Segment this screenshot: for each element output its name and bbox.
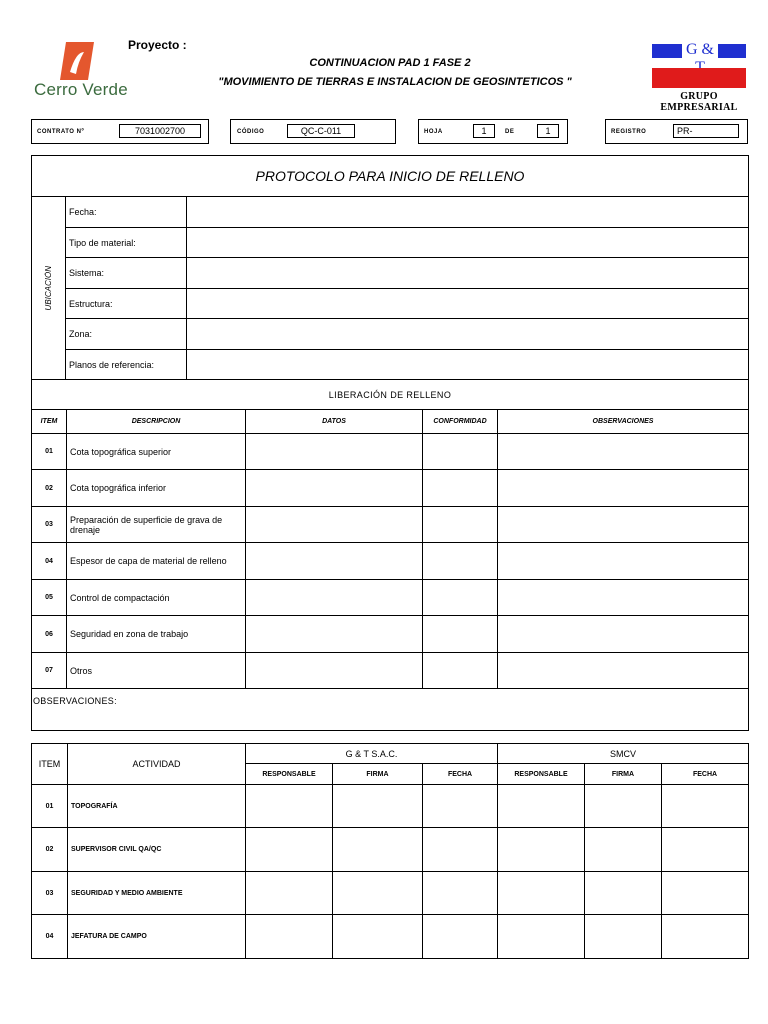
signoff-cell[interactable] xyxy=(585,872,662,915)
col-header-observaciones: OBSERVACIONES xyxy=(498,410,749,434)
table-row xyxy=(32,470,749,507)
col-header-descripcion: DESCRIPCION xyxy=(67,410,246,434)
registro-field[interactable]: PR- xyxy=(673,124,739,138)
observaciones-cell[interactable] xyxy=(498,616,749,653)
field-input-sistema[interactable] xyxy=(187,258,749,289)
signoff-cell[interactable] xyxy=(662,785,749,828)
row-item: 05 xyxy=(32,580,67,616)
table-row xyxy=(32,872,749,915)
row-item: 06 xyxy=(32,616,67,653)
ubicacion-side-cell xyxy=(32,197,66,380)
table-row xyxy=(32,543,749,580)
release-section-title: LIBERACIÓN DE RELLENO xyxy=(32,380,749,410)
table-row xyxy=(32,616,749,653)
row-description: Seguridad en zona de trabajo xyxy=(67,616,246,653)
datos-cell[interactable] xyxy=(246,580,423,616)
conformidad-cell[interactable] xyxy=(423,507,498,543)
subheader-firma: FIRMA xyxy=(333,764,423,785)
release-table xyxy=(31,409,749,731)
row-item: 02 xyxy=(32,470,67,507)
hoja-box xyxy=(418,119,568,144)
company-logo-text: G & xyxy=(686,41,714,58)
datos-cell[interactable] xyxy=(246,470,423,507)
field-label-tipo-material: Tipo de material: xyxy=(66,228,187,258)
signoff-row-activity: SUPERVISOR CIVIL QA/QC xyxy=(68,828,246,872)
conformidad-cell[interactable] xyxy=(423,653,498,689)
signoff-group-smcv: SMCV xyxy=(498,744,749,764)
row-item: 03 xyxy=(32,507,67,543)
col-header-item: ITEM xyxy=(32,410,67,434)
observations-label: OBSERVACIONES: xyxy=(33,696,117,706)
field-label-estructura: Estructura: xyxy=(66,289,187,319)
signoff-table xyxy=(31,743,749,959)
conformidad-cell[interactable] xyxy=(423,434,498,470)
signoff-header-item: ITEM xyxy=(32,744,68,785)
field-label-zona: Zona: xyxy=(66,319,187,350)
contrato-field[interactable]: 7031002700 xyxy=(119,124,201,138)
field-input-planos[interactable] xyxy=(187,350,749,380)
codigo-field[interactable]: QC-C-011 xyxy=(287,124,355,138)
table-row xyxy=(32,653,749,689)
signoff-cell[interactable] xyxy=(423,915,498,959)
field-input-zona[interactable] xyxy=(187,319,749,350)
logo-blue-bar-right xyxy=(718,44,746,58)
signoff-cell[interactable] xyxy=(423,872,498,915)
document-title-line2: "MOVIMIENTO DE TIERRAS E INSTALACION DE GEOSINTETICOS " xyxy=(218,76,572,88)
signoff-cell[interactable] xyxy=(662,872,749,915)
protocol-table xyxy=(31,155,749,410)
de-label: DE xyxy=(505,129,515,135)
signoff-cell[interactable] xyxy=(498,872,585,915)
subheader-fecha: FECHA xyxy=(662,764,749,785)
row-description: Cota topográfica inferior xyxy=(67,470,246,507)
logo-blue-bar-left xyxy=(652,44,682,58)
codigo-label: CÓDIGO xyxy=(237,129,265,135)
project-label: Proyecto : xyxy=(128,38,187,52)
col-header-conformidad: CONFORMIDAD xyxy=(423,410,498,434)
conformidad-cell[interactable] xyxy=(423,543,498,580)
table-row xyxy=(32,580,749,616)
hoja-label: HOJA xyxy=(424,129,443,135)
signoff-cell[interactable] xyxy=(423,828,498,872)
registro-box xyxy=(605,119,748,144)
datos-cell[interactable] xyxy=(246,507,423,543)
signoff-row-activity: JEFATURA DE CAMPO xyxy=(68,915,246,959)
col-header-datos: DATOS xyxy=(246,410,423,434)
signoff-cell[interactable] xyxy=(662,915,749,959)
hoja-field[interactable]: 1 xyxy=(473,124,495,138)
signoff-group-gt: G & T S.A.C. xyxy=(246,744,498,764)
table-row xyxy=(32,828,749,872)
datos-cell[interactable] xyxy=(246,616,423,653)
row-description: Espesor de capa de material de relleno xyxy=(67,543,246,580)
row-description: Preparación de superficie de grava de drenaje xyxy=(67,507,246,543)
datos-cell[interactable] xyxy=(246,653,423,689)
ubicacion-label: UBICACIÓN xyxy=(44,265,53,311)
registro-label: REGISTRO xyxy=(611,129,647,135)
row-description: Control de compactación xyxy=(67,580,246,616)
signoff-cell[interactable] xyxy=(246,872,333,915)
signoff-row-activity: TOPOGRAFÍA xyxy=(68,785,246,828)
datos-cell[interactable] xyxy=(246,434,423,470)
signoff-row-item: 04 xyxy=(32,915,68,959)
row-description: Otros xyxy=(67,653,246,689)
signoff-cell[interactable] xyxy=(246,828,333,872)
table-row xyxy=(32,915,749,959)
table-row xyxy=(32,434,749,470)
signoff-cell[interactable] xyxy=(498,915,585,959)
signoff-cell[interactable] xyxy=(333,915,423,959)
row-item: 04 xyxy=(32,543,67,580)
subheader-fecha: FECHA xyxy=(423,764,498,785)
signoff-row-activity: SEGURIDAD Y MEDIO AMBIENTE xyxy=(68,872,246,915)
contrato-label: CONTRATO Nº xyxy=(37,129,85,135)
signoff-row-item: 03 xyxy=(32,872,68,915)
table-row xyxy=(32,507,749,543)
signoff-cell[interactable] xyxy=(498,828,585,872)
company-logo xyxy=(652,42,746,90)
signoff-cell[interactable] xyxy=(585,915,662,959)
signoff-row-item: 01 xyxy=(32,785,68,828)
observations-area[interactable] xyxy=(32,689,749,731)
field-label-sistema: Sistema: xyxy=(66,258,187,289)
conformidad-cell[interactable] xyxy=(423,580,498,616)
conformidad-cell[interactable] xyxy=(423,616,498,653)
signoff-cell[interactable] xyxy=(662,828,749,872)
observaciones-cell[interactable] xyxy=(498,580,749,616)
contrato-box xyxy=(31,119,209,144)
observaciones-cell[interactable] xyxy=(498,507,749,543)
signoff-cell[interactable] xyxy=(498,785,585,828)
subheader-firma: FIRMA xyxy=(585,764,662,785)
document-title-line1: CONTINUACION PAD 1 FASE 2 xyxy=(309,57,471,69)
signoff-cell[interactable] xyxy=(423,785,498,828)
subheader-responsable: RESPONSABLE xyxy=(246,764,333,785)
datos-cell[interactable] xyxy=(246,543,423,580)
signoff-cell[interactable] xyxy=(246,785,333,828)
client-name: Cerro Verde xyxy=(34,80,128,99)
observaciones-cell[interactable] xyxy=(498,653,749,689)
signoff-cell[interactable] xyxy=(585,785,662,828)
subheader-responsable: RESPONSABLE xyxy=(498,764,585,785)
logo-red-bar xyxy=(652,68,746,88)
row-item: 07 xyxy=(32,653,67,689)
observaciones-cell[interactable] xyxy=(498,434,749,470)
company-subtitle: GRUPO EMPRESARIAL xyxy=(660,91,738,113)
row-item: 01 xyxy=(32,434,67,470)
field-label-planos: Planos de referencia: xyxy=(66,350,187,380)
signoff-cell[interactable] xyxy=(333,872,423,915)
field-input-tipo-material[interactable] xyxy=(187,228,749,258)
table-row xyxy=(32,785,749,828)
observaciones-cell[interactable] xyxy=(498,470,749,507)
field-label-fecha: Fecha: xyxy=(66,197,187,228)
protocol-title: PROTOCOLO PARA INICIO DE RELLENO xyxy=(32,156,749,197)
signoff-cell[interactable] xyxy=(333,828,423,872)
field-input-estructura[interactable] xyxy=(187,289,749,319)
de-field[interactable]: 1 xyxy=(537,124,559,138)
signoff-cell[interactable] xyxy=(585,828,662,872)
field-input-fecha[interactable] xyxy=(187,197,749,228)
conformidad-cell[interactable] xyxy=(423,470,498,507)
signoff-cell[interactable] xyxy=(246,915,333,959)
codigo-box xyxy=(230,119,396,144)
signoff-header-activity: ACTIVIDAD xyxy=(68,744,246,785)
observaciones-cell[interactable] xyxy=(498,543,749,580)
signoff-cell[interactable] xyxy=(333,785,423,828)
signoff-row-item: 02 xyxy=(32,828,68,872)
row-description: Cota topográfica superior xyxy=(67,434,246,470)
